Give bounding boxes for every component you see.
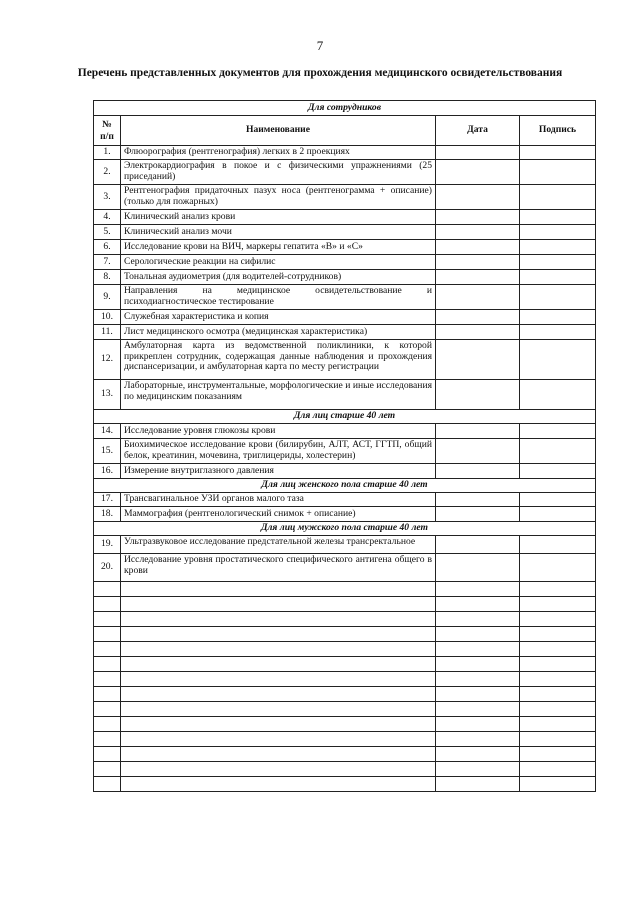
empty-row bbox=[94, 642, 596, 657]
empty-row bbox=[94, 732, 596, 747]
empty-name-cell[interactable] bbox=[121, 672, 436, 687]
row-date-cell[interactable] bbox=[436, 310, 520, 325]
empty-name-cell[interactable] bbox=[121, 642, 436, 657]
table-row bbox=[94, 310, 596, 325]
empty-signature-cell[interactable] bbox=[520, 747, 596, 762]
empty-date-cell[interactable] bbox=[436, 762, 520, 777]
row-name: Биохимическое исследование крови (билирубин, АЛТ, АСТ, ГГТП, общий белок, креатинин, мочевина, триглицериды, холестерин) bbox=[121, 439, 436, 464]
table-row bbox=[94, 225, 596, 240]
row-name: Лабораторные, инструментальные, морфологические и иные исследования по медицинским показаниям bbox=[121, 380, 436, 410]
row-number: 14. bbox=[94, 424, 121, 439]
empty-number-cell bbox=[94, 717, 121, 732]
header-number-label: п/п bbox=[100, 130, 114, 142]
row-date-cell[interactable] bbox=[436, 285, 520, 310]
row-signature-cell[interactable] bbox=[520, 240, 596, 255]
empty-number-cell bbox=[94, 762, 121, 777]
empty-signature-cell[interactable] bbox=[520, 642, 596, 657]
empty-number-cell bbox=[94, 672, 121, 687]
table-row bbox=[94, 285, 596, 310]
empty-signature-cell[interactable] bbox=[520, 627, 596, 642]
row-date-cell[interactable] bbox=[436, 536, 520, 554]
empty-date-cell[interactable] bbox=[436, 612, 520, 627]
table-row bbox=[94, 240, 596, 255]
row-date-cell[interactable] bbox=[436, 554, 520, 582]
row-name: Трансвагинальное УЗИ органов малого таза bbox=[121, 493, 436, 507]
documents-table bbox=[93, 100, 596, 792]
section-row bbox=[94, 479, 596, 493]
document-title: Перечень представленных документов для прохождения медицинского освидетельствования bbox=[77, 67, 563, 79]
row-name: Исследование уровня простатического специфического антигена общего в крови bbox=[121, 554, 436, 582]
row-date-cell[interactable] bbox=[436, 185, 520, 210]
section-female40: Для лиц женского пола старше 40 лет bbox=[94, 479, 596, 493]
section-row bbox=[94, 101, 596, 116]
row-name: Рентгенография придаточных пазух носа (рентгенограмма + описание) (только для пожарных) bbox=[121, 185, 436, 210]
table-row bbox=[94, 424, 596, 439]
empty-row bbox=[94, 717, 596, 732]
table-row bbox=[94, 340, 596, 380]
row-number: 20. bbox=[94, 554, 121, 582]
empty-name-cell[interactable] bbox=[121, 687, 436, 702]
empty-signature-cell[interactable] bbox=[520, 687, 596, 702]
row-number: 7. bbox=[94, 255, 121, 270]
empty-number-cell bbox=[94, 702, 121, 717]
empty-row bbox=[94, 597, 596, 612]
empty-name-cell[interactable] bbox=[121, 612, 436, 627]
empty-date-cell[interactable] bbox=[436, 717, 520, 732]
empty-row bbox=[94, 762, 596, 777]
row-number: 3. bbox=[94, 185, 121, 210]
row-signature-cell[interactable] bbox=[520, 554, 596, 582]
row-name: Клинический анализ крови bbox=[121, 210, 436, 225]
row-signature-cell[interactable] bbox=[520, 340, 596, 380]
empty-signature-cell[interactable] bbox=[520, 717, 596, 732]
row-signature-cell[interactable] bbox=[520, 380, 596, 410]
empty-signature-cell[interactable] bbox=[520, 732, 596, 747]
row-signature-cell[interactable] bbox=[520, 325, 596, 340]
row-number: 2. bbox=[94, 160, 121, 185]
table-row bbox=[94, 210, 596, 225]
header-row bbox=[94, 116, 596, 146]
empty-name-cell[interactable] bbox=[121, 702, 436, 717]
row-date-cell[interactable] bbox=[436, 439, 520, 464]
row-number: 4. bbox=[94, 210, 121, 225]
row-signature-cell[interactable] bbox=[520, 536, 596, 554]
row-date-cell[interactable] bbox=[436, 146, 520, 160]
empty-date-cell[interactable] bbox=[436, 597, 520, 612]
table-row bbox=[94, 439, 596, 464]
empty-signature-cell[interactable] bbox=[520, 582, 596, 597]
empty-date-cell[interactable] bbox=[436, 627, 520, 642]
empty-signature-cell[interactable] bbox=[520, 762, 596, 777]
section-row bbox=[94, 410, 596, 424]
row-date-cell[interactable] bbox=[436, 210, 520, 225]
row-signature-cell[interactable] bbox=[520, 424, 596, 439]
empty-row bbox=[94, 627, 596, 642]
empty-date-cell[interactable] bbox=[436, 732, 520, 747]
row-date-cell[interactable] bbox=[436, 507, 520, 522]
empty-number-cell bbox=[94, 627, 121, 642]
row-number: 5. bbox=[94, 225, 121, 240]
section-row bbox=[94, 522, 596, 536]
row-name: Серологические реакции на сифилис bbox=[121, 255, 436, 270]
row-name: Исследование уровня глюкозы крови bbox=[121, 424, 436, 439]
empty-row bbox=[94, 702, 596, 717]
row-number: 19. bbox=[94, 536, 121, 554]
row-date-cell[interactable] bbox=[436, 255, 520, 270]
empty-date-cell[interactable] bbox=[436, 702, 520, 717]
empty-number-cell bbox=[94, 597, 121, 612]
row-number: 11. bbox=[94, 325, 121, 340]
section-over40: Для лиц старше 40 лет bbox=[94, 410, 596, 424]
row-name: Флюорография (рентгенография) легких в 2 проекциях bbox=[121, 146, 436, 160]
table-row bbox=[94, 160, 596, 185]
empty-name-cell[interactable] bbox=[121, 627, 436, 642]
row-date-cell[interactable] bbox=[436, 325, 520, 340]
row-number: 12. bbox=[94, 340, 121, 380]
row-name: Ультразвуковое исследование предстательной железы трансректальное bbox=[121, 536, 436, 554]
empty-name-cell[interactable] bbox=[121, 777, 436, 792]
row-date-cell[interactable] bbox=[436, 340, 520, 380]
empty-date-cell[interactable] bbox=[436, 672, 520, 687]
row-name: Лист медицинского осмотра (медицинская характеристика) bbox=[121, 325, 436, 340]
table-row bbox=[94, 255, 596, 270]
empty-row bbox=[94, 687, 596, 702]
row-signature-cell[interactable] bbox=[520, 225, 596, 240]
table-row bbox=[94, 536, 596, 554]
row-signature-cell[interactable] bbox=[520, 185, 596, 210]
empty-date-cell[interactable] bbox=[436, 642, 520, 657]
empty-row bbox=[94, 612, 596, 627]
empty-number-cell bbox=[94, 642, 121, 657]
row-name: Электрокардиография в покое и с физическими упражнениями (25 приседаний) bbox=[121, 160, 436, 185]
empty-row bbox=[94, 582, 596, 597]
table-row bbox=[94, 554, 596, 582]
empty-name-cell[interactable] bbox=[121, 582, 436, 597]
row-signature-cell[interactable] bbox=[520, 310, 596, 325]
row-signature-cell[interactable] bbox=[520, 507, 596, 522]
row-name: Амбулаторная карта из ведомственной поликлиники, к которой прикреплен сотрудник, содержащая данные наблюдения и прохождения диспансеризации, и амбулаторная карта по месту регистрации bbox=[121, 340, 436, 380]
empty-name-cell[interactable] bbox=[121, 657, 436, 672]
header-name: Наименование bbox=[121, 116, 436, 146]
table-row bbox=[94, 146, 596, 160]
empty-signature-cell[interactable] bbox=[520, 612, 596, 627]
row-number: 1. bbox=[94, 146, 121, 160]
header-date: Дата bbox=[436, 116, 520, 146]
row-date-cell[interactable] bbox=[436, 160, 520, 185]
empty-name-cell[interactable] bbox=[121, 597, 436, 612]
empty-name-cell[interactable] bbox=[121, 732, 436, 747]
empty-date-cell[interactable] bbox=[436, 687, 520, 702]
empty-date-cell[interactable] bbox=[436, 747, 520, 762]
row-number: 15. bbox=[94, 439, 121, 464]
row-number: 6. bbox=[94, 240, 121, 255]
row-date-cell[interactable] bbox=[436, 380, 520, 410]
section-employees: Для сотрудников bbox=[94, 101, 596, 116]
header-number bbox=[94, 116, 121, 146]
table-row bbox=[94, 507, 596, 522]
row-signature-cell[interactable] bbox=[520, 160, 596, 185]
row-number: 16. bbox=[94, 464, 121, 479]
empty-signature-cell[interactable] bbox=[520, 657, 596, 672]
row-signature-cell[interactable] bbox=[520, 464, 596, 479]
row-date-cell[interactable] bbox=[436, 225, 520, 240]
row-name: Служебная характеристика и копия bbox=[121, 310, 436, 325]
row-date-cell[interactable] bbox=[436, 240, 520, 255]
empty-number-cell bbox=[94, 732, 121, 747]
row-number: 13. bbox=[94, 380, 121, 410]
header-signature: Подпись bbox=[520, 116, 596, 146]
row-signature-cell[interactable] bbox=[520, 210, 596, 225]
page-number: 7 bbox=[316, 38, 324, 53]
row-date-cell[interactable] bbox=[436, 493, 520, 507]
row-name: Измерение внутриглазного давления bbox=[121, 464, 436, 479]
row-signature-cell[interactable] bbox=[520, 493, 596, 507]
empty-number-cell bbox=[94, 657, 121, 672]
row-name: Клинический анализ мочи bbox=[121, 225, 436, 240]
empty-number-cell bbox=[94, 777, 121, 792]
row-number: 9. bbox=[94, 285, 121, 310]
empty-number-cell bbox=[94, 687, 121, 702]
table-row bbox=[94, 325, 596, 340]
row-number: 18. bbox=[94, 507, 121, 522]
row-signature-cell[interactable] bbox=[520, 439, 596, 464]
empty-signature-cell[interactable] bbox=[520, 597, 596, 612]
row-date-cell[interactable] bbox=[436, 424, 520, 439]
empty-signature-cell[interactable] bbox=[520, 672, 596, 687]
row-number: 8. bbox=[94, 270, 121, 285]
row-signature-cell[interactable] bbox=[520, 255, 596, 270]
empty-date-cell[interactable] bbox=[436, 582, 520, 597]
empty-name-cell[interactable] bbox=[121, 717, 436, 732]
section-male40: Для лиц мужского пола старше 40 лет bbox=[94, 522, 596, 536]
empty-row bbox=[94, 672, 596, 687]
row-number: 10. bbox=[94, 310, 121, 325]
empty-row bbox=[94, 657, 596, 672]
empty-date-cell[interactable] bbox=[436, 777, 520, 792]
header-number-sign: № bbox=[102, 118, 112, 130]
table-row bbox=[94, 185, 596, 210]
empty-row bbox=[94, 777, 596, 792]
empty-number-cell bbox=[94, 747, 121, 762]
row-name: Маммография (рентгенологический снимок + описание) bbox=[121, 507, 436, 522]
table-row bbox=[94, 464, 596, 479]
row-signature-cell[interactable] bbox=[520, 146, 596, 160]
table-row bbox=[94, 380, 596, 410]
row-date-cell[interactable] bbox=[436, 270, 520, 285]
row-signature-cell[interactable] bbox=[520, 270, 596, 285]
row-name: Исследование крови на ВИЧ, маркеры гепатита «В» и «С» bbox=[121, 240, 436, 255]
table-row bbox=[94, 493, 596, 507]
row-name: Тональная аудиометрия (для водителей-сотрудников) bbox=[121, 270, 436, 285]
row-number: 17. bbox=[94, 493, 121, 507]
empty-name-cell[interactable] bbox=[121, 747, 436, 762]
empty-number-cell bbox=[94, 612, 121, 627]
row-date-cell[interactable] bbox=[436, 464, 520, 479]
table-row bbox=[94, 270, 596, 285]
empty-date-cell[interactable] bbox=[436, 657, 520, 672]
row-signature-cell[interactable] bbox=[520, 285, 596, 310]
empty-name-cell[interactable] bbox=[121, 762, 436, 777]
empty-signature-cell[interactable] bbox=[520, 702, 596, 717]
empty-number-cell bbox=[94, 582, 121, 597]
row-name: Направления на медицинское освидетельствование и психодиагностическое тестирование bbox=[121, 285, 436, 310]
empty-row bbox=[94, 747, 596, 762]
empty-signature-cell[interactable] bbox=[520, 777, 596, 792]
